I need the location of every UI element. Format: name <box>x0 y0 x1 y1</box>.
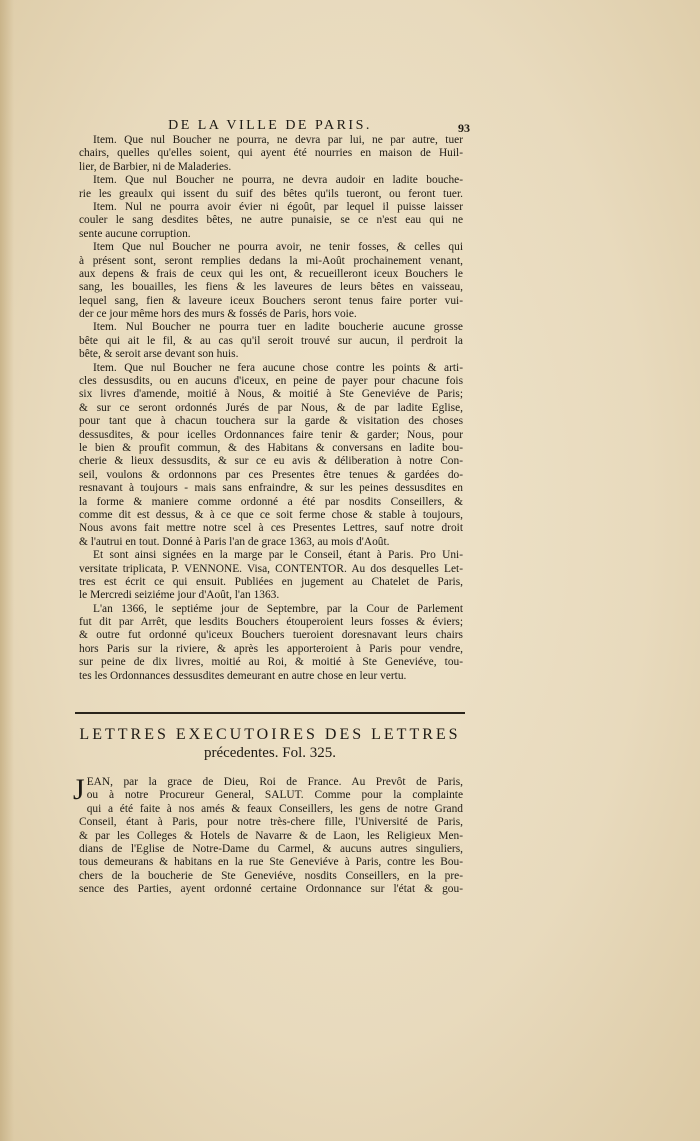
text-line: dessusdites, & pour icelles Ordonnances faire tenir & garder; Nous, pour <box>79 428 463 441</box>
text-line: L'an 1366, le septiéme jour de Septembre, par la Cour de Parlement <box>93 602 463 615</box>
text-line: à présent sont, seront remplies dedans la mi-Août prochainement venant, <box>79 254 463 267</box>
binding-shadow <box>0 0 14 1141</box>
text-line: & par les Colleges & Hotels de Navarre & de Laon, les Religieux Men- <box>79 829 463 842</box>
text-line: couler le sang desdites bêtes, ne autre punaisie, se ce n'est eau qui ne <box>79 214 463 227</box>
drop-cap: J <box>73 773 85 806</box>
text-line: sente aucune corruption. <box>79 227 191 240</box>
text-line: aux depens & frais de ceux qui les ont, & recueilleront iceux Bouchers le <box>79 267 463 280</box>
text-line: sang, les bouailles, les fiens & les laveures de leurs bêtes en vaisseau, <box>79 281 463 294</box>
text-line: cles dessusdits, ou en aucuns d'iceux, en peine de payer pour chacune fois <box>79 375 463 388</box>
letter-text <box>73 773 463 897</box>
text-line: seil, voulons & ordonnons par ces Presentes être tenues & gardées do- <box>79 468 463 481</box>
text-line: Item. Que nul Boucher ne pourra, ne devra audoir en ladite bouche- <box>93 174 463 187</box>
text-line: rie les greaulx qui issent du suif des bêtes qu'ils tueront, ou feront tuer. <box>79 187 463 200</box>
section-subtitle: précedentes. Fol. 325. <box>203 745 337 761</box>
text-line: comme dit est dessus, & à ce que ce soit ferme chose & stable à toujours, <box>79 508 463 521</box>
text-line: qui a été faite à nos amés & feaux Conseillers, les gens de notre Grand <box>86 802 463 815</box>
text-line: der ce jour même hors des murs & fossés de Paris, hors voie. <box>79 308 357 321</box>
text-line: tous demeurans & habitans en la rue Ste Geneviéve à Paris, contre les Bou- <box>79 856 463 869</box>
text-line: versitate triplicata, P. VENNONE. Visa, CONTENTOR. Au dos desquelles Let- <box>79 562 463 575</box>
text-line: & l'autrui en tout. Donné à Paris l'an de grace 1363, au mois d'Août. <box>79 535 390 548</box>
section-title: LETTRES EXECUTOIRES DES LETTRES <box>79 726 461 743</box>
text-line: le Mercredi seiziéme jour d'Août, l'an 1363. <box>79 589 280 602</box>
text-line: bête qui ait le fil, & au cas qu'il seroit trouvé sur aucun, il perdroit la <box>79 334 463 347</box>
text-line: bête, & seroit arse devant son huis. <box>79 348 239 361</box>
text-line: Item. Que nul Boucher ne pourra, ne devra par lui, ne par autre, tuer <box>93 134 463 146</box>
text-line: dians de l'Eglise de Notre-Dame du Carmel, & aucuns autres singuliers, <box>79 842 463 855</box>
text-line: Item. Nul ne pourra avoir évier ni égoût, par lequel il puisse laisser <box>93 200 463 213</box>
text-line: Item. Que nul Boucher ne fera aucune chose contre les points & arti- <box>93 361 463 374</box>
ordinance-text <box>79 134 463 683</box>
text-line: EAN, par la grace de Dieu, Roi de France. Au Prevôt de Paris, <box>86 776 463 788</box>
text-line: pour tant que à chacun touchera sur la garde & visitation des choses <box>79 415 463 428</box>
text-line: chers de la boucherie de Ste Geneviéve, nosdits Conseillers, en la pre- <box>79 869 463 882</box>
running-head: DE LA VILLE DE PARIS. <box>168 118 372 133</box>
text-line: Conseil, étant à Paris, pour notre très-chere fille, l'Université de Paris, <box>79 816 463 829</box>
text-line: hors Paris sur la riviere, & après les apporteroient à Paris pour vendre, <box>79 642 463 655</box>
text-line: lequel sang, fien & laveure iceux Bouchers seront tenus faire porter vui- <box>79 294 463 307</box>
text-line: resnavant à toujours - mais sans enfraindre, & sur les peines dessusdites en <box>79 482 463 495</box>
text-line: lier, de Barbier, ni de Maladeries. <box>79 160 232 173</box>
text-line: la forme & maniere comme ordonné a été par nosdits Conseillers, & <box>79 495 463 508</box>
text-line: sence des Parties, ayent ordonné certaine Ordonnance sur l'état & gou- <box>79 883 463 896</box>
text-line: Item. Nul Boucher ne pourra tuer en ladite boucherie aucune grosse <box>93 321 463 334</box>
text-line: tres est écrit ce qui ensuit. Publiées en jugement au Chatelet de Paris, <box>79 575 463 588</box>
text-line: & sur ce seront ordonnés Jurés de par Nous, & de par ladite Eglise, <box>79 401 463 414</box>
text-line: Item Que nul Boucher ne pourra avoir, ne tenir fosses, & celles qui <box>93 241 463 254</box>
text-line: cherie & lieux dessusdits, & sur ce eu avis & déliberation à notre Con- <box>79 455 463 468</box>
section-divider <box>75 712 465 714</box>
text-line: Et sont ainsi signées en la marge par le Conseil, étant à Paris. Pro Uni- <box>93 549 463 562</box>
text-line: & outre fut ordonné qu'iceux Bouchers tueroient doresnavant leurs chairs <box>79 629 463 642</box>
text-line: fut dit par Arrêt, que lesdits Bouchers étouperoient leurs fosses & éviers; <box>79 616 463 629</box>
text-line: tes les Ordonnances dessusdites demeurant en autre chose en leur vertu. <box>79 669 407 682</box>
text-line: chairs, quelles qu'elles soient, qui ayent été nourries en maison de Huil- <box>79 147 463 160</box>
page-number: 93 <box>458 121 470 135</box>
text-line: sur peine de dix livres, moitié au Roi, & moitié à Ste Geneviéve, tou- <box>79 656 463 669</box>
text-line: le bien & proufit commun, & des Habitans & conversans en ladite bou- <box>79 441 463 454</box>
text-line: six livres d'amende, moitié à Nous, & moitié à Ste Geneviéve de Paris; <box>79 388 463 401</box>
text-line: Nous avons fait mettre notre scel à ces Presentes Lettres, sauf notre droit <box>79 522 463 535</box>
text-line: ou à notre Procureur General, SALUT. Comme pour la complainte <box>86 789 463 802</box>
